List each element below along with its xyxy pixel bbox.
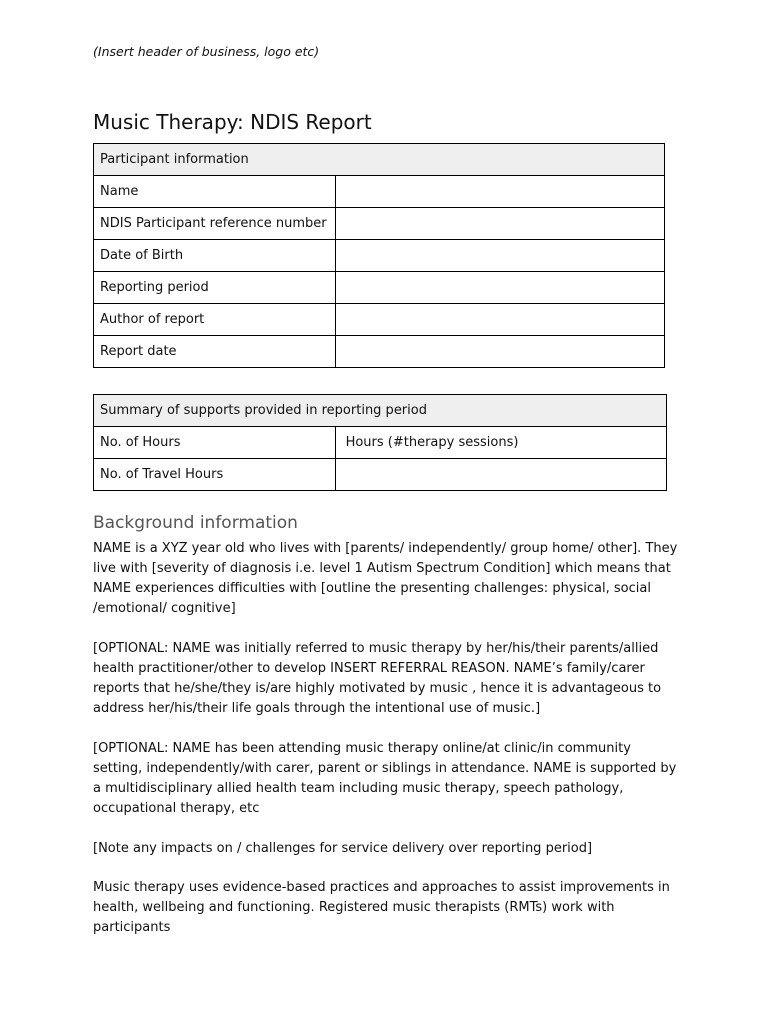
date-of-birth-label: Date of Birth — [94, 240, 336, 272]
report-date-field[interactable] — [335, 336, 664, 368]
date-of-birth-field[interactable] — [335, 240, 664, 272]
service-impacts-note: [Note any impacts on / challenges for service delivery over reporting period] — [93, 841, 593, 856]
page-title: Music Therapy: NDIS Report — [93, 110, 372, 134]
table-row — [94, 336, 665, 368]
name-label: Name — [94, 176, 336, 208]
author-of-report-field[interactable] — [335, 304, 664, 336]
supports-summary-heading: Summary of supports provided in reporting period — [94, 395, 667, 427]
travel-hours-label: No. of Travel Hours — [94, 459, 336, 491]
table-row — [94, 459, 667, 491]
author-of-report-label: Author of report — [94, 304, 336, 336]
optional-referral-paragraph: [OPTIONAL: NAME was initially referred to music therapy by her/his/their parents/allied health practitioner/other to develop INSERT REFERRAL REASON. NAME’s family/carer reports that he/she/they is/are highly motivated by music , hence it is advantageous to address her/his/their life goals through the intentional use of music.] — [93, 641, 662, 716]
optional-attendance-paragraph: [OPTIONAL: NAME has been attending music therapy online/at clinic/in community setting, independently/with carer, parent or siblings in attendance. NAME is supported by a multidisciplinary allied health team including music therapy, speech pathology, occupational therapy, etc — [93, 741, 677, 816]
header-placeholder-note: (Insert header of business, logo etc) — [93, 44, 320, 59]
background-paragraph: NAME is a XYZ year old who lives with [parents/ independently/ group home/ other]. They live with [severity of diagnosis i.e. level 1 Autism Spectrum Condition] which means that NAME experiences difficulties with [outline the presenting challenges: physical, social /emotional/ cognitive] — [93, 541, 678, 616]
music-therapy-description-paragraph: Music therapy uses evidence-based practices and approaches to assist improvements in health, wellbeing and functioning. Registered music therapists (RMTs) work with participants — [93, 880, 670, 935]
travel-hours-field[interactable] — [335, 459, 666, 491]
table-row — [94, 176, 665, 208]
table-header-row — [94, 144, 665, 176]
supports-summary-table — [93, 394, 667, 491]
table-row — [94, 272, 665, 304]
ndis-reference-label: NDIS Participant reference number — [94, 208, 336, 240]
reporting-period-label: Reporting period — [94, 272, 336, 304]
participant-information-heading: Participant information — [94, 144, 665, 176]
table-row — [94, 208, 665, 240]
ndis-reference-field[interactable] — [335, 208, 664, 240]
reporting-period-field[interactable] — [335, 272, 664, 304]
table-row — [94, 304, 665, 336]
participant-information-table — [93, 143, 665, 368]
table-row — [94, 240, 665, 272]
table-row — [94, 427, 667, 459]
background-information-heading: Background information — [93, 513, 298, 533]
name-field[interactable] — [335, 176, 664, 208]
report-date-label: Report date — [94, 336, 336, 368]
table-header-row — [94, 395, 667, 427]
number-of-hours-label: No. of Hours — [94, 427, 336, 459]
number-of-hours-field[interactable]: Hours (#therapy sessions) — [335, 427, 666, 459]
